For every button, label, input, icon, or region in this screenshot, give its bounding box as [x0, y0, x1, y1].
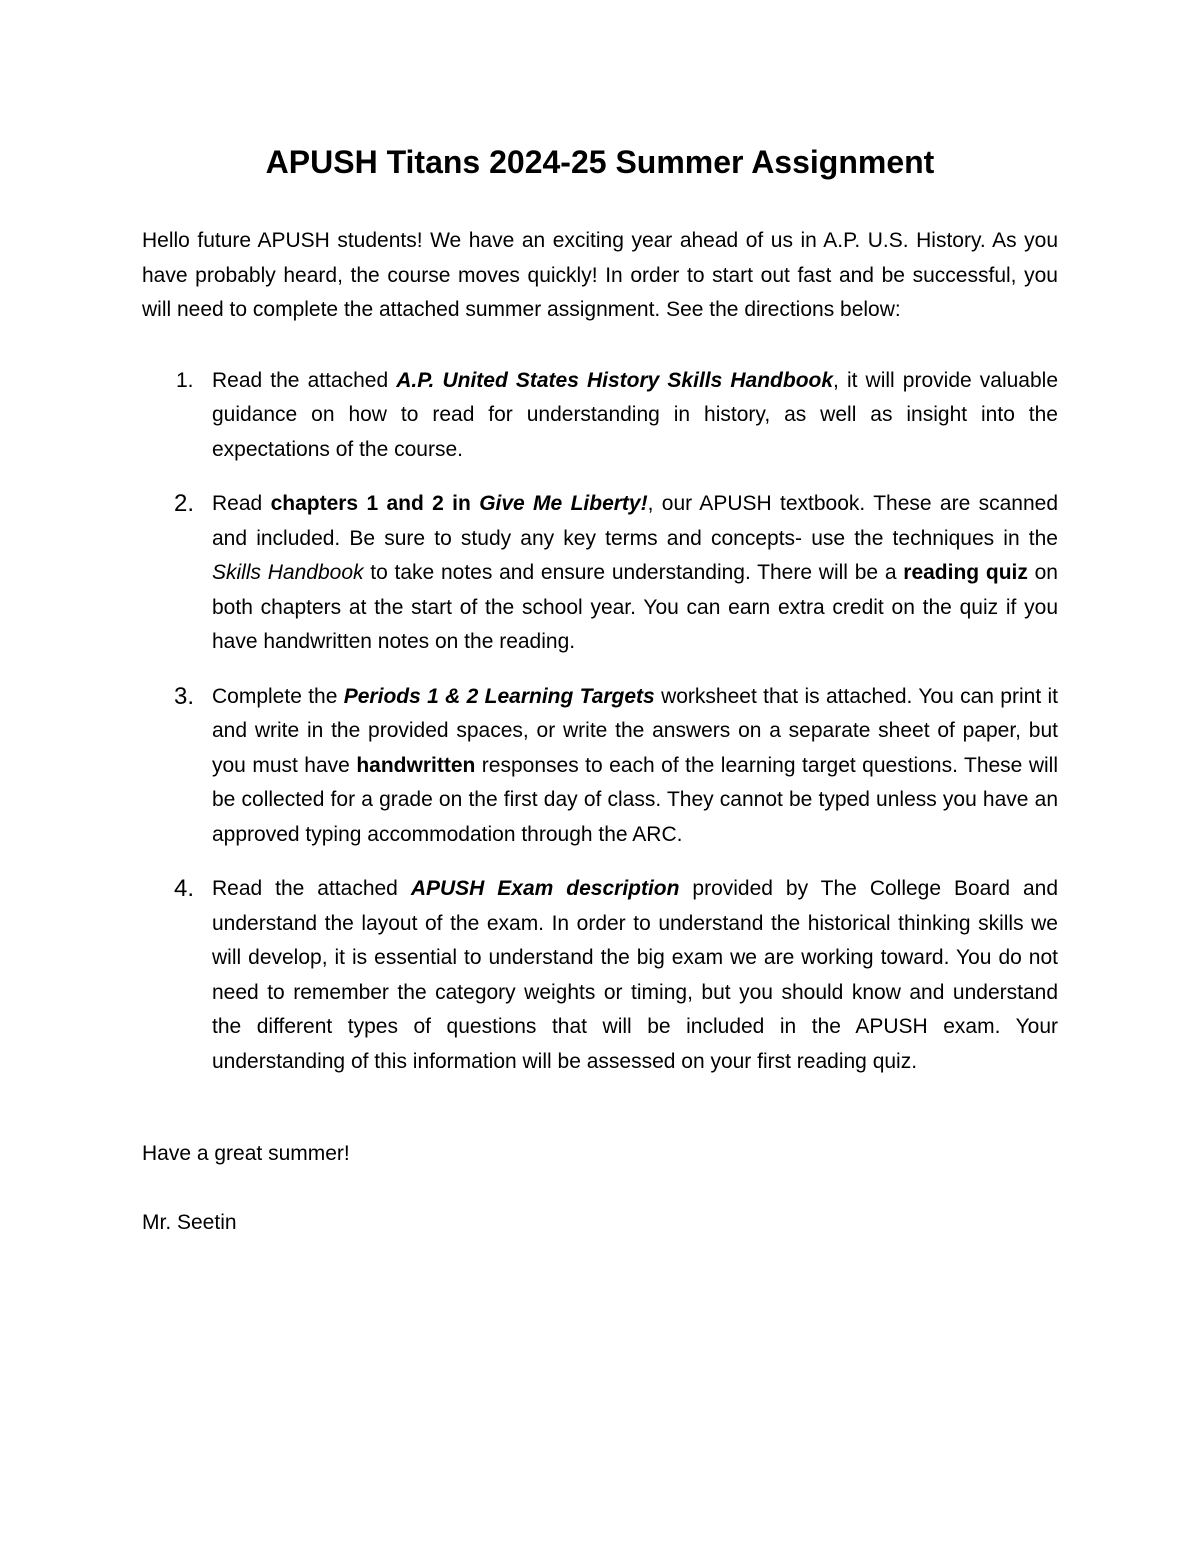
list-item-number: 2. [174, 490, 195, 517]
list-item-number: 4. [174, 875, 195, 902]
list-item-text: on both chapters at the start of the school year. You can earn extra credit on the quiz if you have handwritten notes on the reading. [212, 561, 1058, 653]
list-item-number: 3. [174, 682, 195, 710]
list-item-text: , it will provide valuable guidance on how to read for understanding in history, as well as insight into the expectations of the course. [212, 368, 1058, 461]
list-item-text: , our APUSH textbook. These are scanned and included. Be sure to study any key terms and concepts- use the techniques in the [212, 492, 1058, 550]
list-item-strong: reading quiz [903, 561, 1028, 584]
list-item-emphasis: A.P. United States History Skills Handbook [396, 368, 834, 392]
list-item [142, 872, 1058, 1079]
list-item [142, 364, 1058, 468]
list-item-strong: handwritten [356, 753, 476, 777]
page-title: APUSH Titans 2024-25 Summer Assignment [265, 144, 935, 180]
directions-list [142, 364, 1058, 1080]
closing-line: Have a great summer! [142, 1142, 350, 1165]
signature: Mr. Seetin [142, 1210, 237, 1234]
list-item [142, 680, 1058, 853]
list-item [142, 487, 1058, 660]
list-item-text: Read the attached [212, 877, 411, 900]
list-item-text: Complete the [212, 684, 344, 708]
list-item-text: worksheet that is attached. You can print it and write in the provided spaces, or write the answers on a separate sheet of paper, but you must have [212, 684, 1058, 777]
list-item-text: provided by The College Board and understand the layout of the exam. In order to understand the historical thinking skills we will develop, it is essential to understand the big exam we are working toward. You do not need to remember the category weights or timing, but you should know and understand the different types of questions that will be included in the APUSH exam. Your understanding of this information will be assessed on your first reading quiz. [212, 877, 1059, 1073]
list-item-emphasis: Give Me Liberty! [479, 492, 648, 515]
list-item-number: 1. [176, 368, 194, 392]
intro-paragraph: Hello future APUSH students! We have an exciting year ahead of us in A.P. U.S. History. As you have probably heard, the course moves quickly! In order to start out fast and be successful, you will need to complete the attached summer assignment. See the directions below: [142, 229, 1058, 321]
list-item-italic: Skills Handbook [212, 561, 364, 584]
list-item-text: responses to each of the learning target questions. These will be collected for a grade on the first day of class. They cannot be typed unless you have an approved typing accommodation through the ARC. [212, 753, 1059, 846]
list-item-text: Read [212, 492, 271, 515]
list-item-emphasis: Periods 1 & 2 Learning Targets [343, 684, 655, 708]
list-item-text: to take notes and ensure understanding. There will be a [363, 561, 904, 584]
document-page [142, 140, 1058, 1240]
list-item-text: Read the attached [212, 368, 397, 392]
list-item-emphasis: APUSH Exam description [410, 877, 680, 900]
list-item-strong: chapters 1 and 2 in [270, 492, 480, 515]
